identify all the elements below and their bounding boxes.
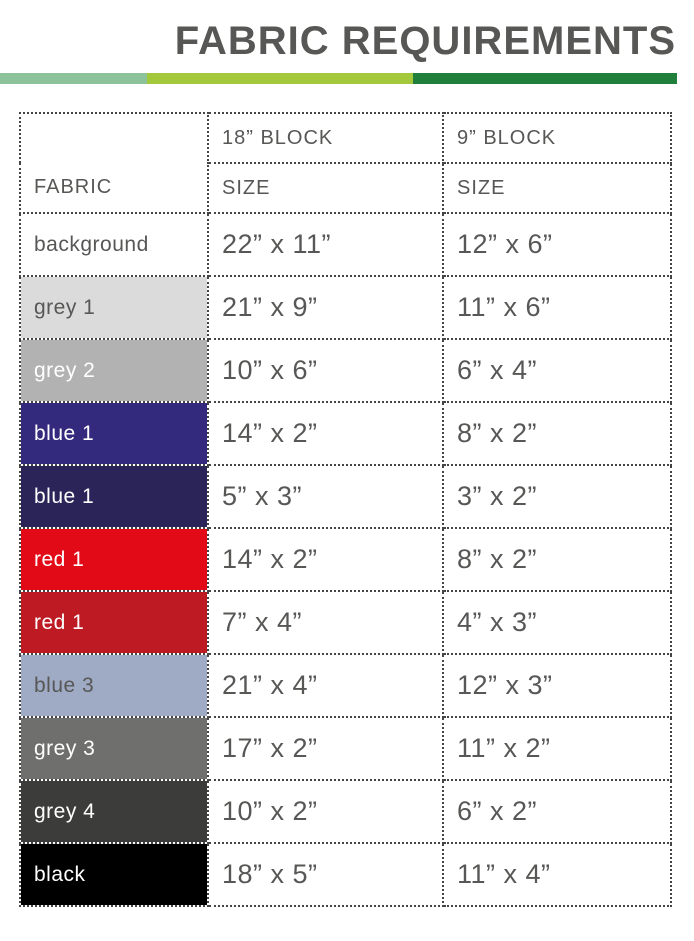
size-18-cell: 10” x 6”	[208, 339, 443, 402]
size-18-cell: 10” x 2”	[208, 780, 443, 843]
column-header-18-block: 18” BLOCK	[208, 113, 443, 163]
fabric-swatch: blue 1	[20, 402, 208, 465]
column-header-fabric: FABRIC	[20, 113, 208, 213]
size-18-cell: 5” x 3”	[208, 465, 443, 528]
table-row-grey-2	[20, 339, 671, 402]
size-18-cell: 21” x 9”	[208, 276, 443, 339]
accent-bar-segment-light-green	[0, 73, 147, 84]
fabric-swatch: grey 2	[20, 339, 208, 402]
size-9-cell: 8” x 2”	[443, 402, 671, 465]
accent-bar	[0, 73, 677, 84]
size-18-cell: 14” x 2”	[208, 402, 443, 465]
table-row-background	[20, 213, 671, 276]
fabric-swatch: black	[20, 843, 208, 906]
size-9-cell: 11” x 6”	[443, 276, 671, 339]
table-row-blue-3	[20, 654, 671, 717]
fabric-swatch: grey 3	[20, 717, 208, 780]
fabric-requirements-table	[19, 112, 672, 907]
size-9-cell: 4” x 3”	[443, 591, 671, 654]
fabric-swatch: red 1	[20, 591, 208, 654]
size-18-cell: 21” x 4”	[208, 654, 443, 717]
size-9-cell: 12” x 6”	[443, 213, 671, 276]
accent-bar-segment-yellow-green	[147, 73, 413, 84]
accent-bar-segment-dark-green	[413, 73, 677, 84]
size-18-cell: 17” x 2”	[208, 717, 443, 780]
size-9-cell: 6” x 2”	[443, 780, 671, 843]
fabric-swatch: blue 1	[20, 465, 208, 528]
page-title: FABRIC REQUIREMENTS	[174, 19, 676, 63]
size-9-cell: 6” x 4”	[443, 339, 671, 402]
size-9-cell: 8” x 2”	[443, 528, 671, 591]
table-row-blue-1b	[20, 465, 671, 528]
size-18-cell: 18” x 5”	[208, 843, 443, 906]
size-18-cell: 22” x 11”	[208, 213, 443, 276]
column-header-9-block: 9” BLOCK	[443, 113, 671, 163]
size-9-cell: 11” x 4”	[443, 843, 671, 906]
size-18-cell: 14” x 2”	[208, 528, 443, 591]
table-row-blue-1a	[20, 402, 671, 465]
column-header-size-18: SIZE	[208, 163, 443, 213]
size-9-cell: 12” x 3”	[443, 654, 671, 717]
table-row-grey-3	[20, 717, 671, 780]
size-9-cell: 3” x 2”	[443, 465, 671, 528]
table-row-grey-1	[20, 276, 671, 339]
column-header-size-9: SIZE	[443, 163, 671, 213]
fabric-swatch: red 1	[20, 528, 208, 591]
fabric-swatch: blue 3	[20, 654, 208, 717]
table-row-red-1a	[20, 528, 671, 591]
size-18-cell: 7” x 4”	[208, 591, 443, 654]
table-row-grey-4	[20, 780, 671, 843]
fabric-swatch: grey 4	[20, 780, 208, 843]
fabric-swatch: background	[20, 213, 208, 276]
header-row-block	[20, 113, 671, 163]
table-row-black	[20, 843, 671, 906]
size-9-cell: 11” x 2”	[443, 717, 671, 780]
fabric-swatch: grey 1	[20, 276, 208, 339]
table-row-red-1b	[20, 591, 671, 654]
